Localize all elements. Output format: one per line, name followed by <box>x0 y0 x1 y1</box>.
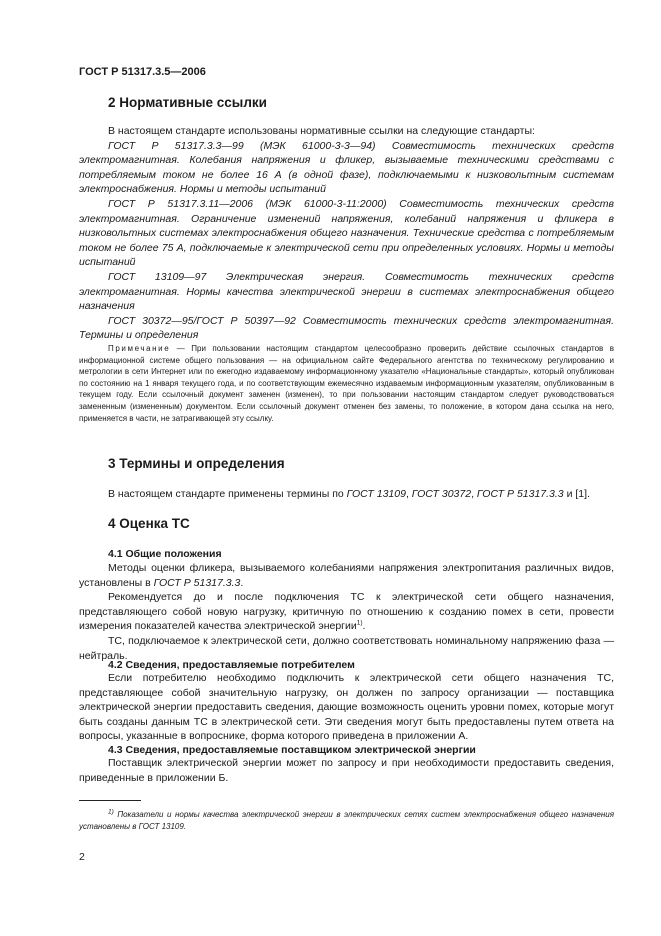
normative-ref: ГОСТ 13109—97 Электрическая энергия. Совместимость технических средств электромагнитная. Нормы качества электрической энергии в системах электроснабжения общего назначения <box>79 270 614 313</box>
section-2-intro: В настоящем стандарте использованы нормативные ссылки на следующие стандарты: <box>108 125 535 137</box>
s41-p1-end: . <box>240 576 244 589</box>
subsection-4-1-body <box>79 561 614 663</box>
normative-ref: ГОСТ 30372—95/ГОСТ Р 50397—92 Совместимость технических средств электромагнитная. Термины и определения <box>79 314 614 342</box>
footnote-text: Показатели и нормы качества электрической энергии в электрических сетях систем электроснабжения общего назначения установлены в ГОСТ 13109. <box>79 810 614 831</box>
section-3-body <box>79 487 614 502</box>
document-header: ГОСТ Р 51317.3.5—2006 <box>79 66 206 78</box>
s41-p2-text: Рекомендуется до и после подключения ТС к электрической сети общего назначения, представляющего собой новую нагрузку, критичную по отношению к созданию помех в сети, провести измерения показателей качества электрической энергии <box>79 591 614 633</box>
separator: , <box>405 488 412 500</box>
subsection-4-3-title: 4.3 Сведения, предоставляемые поставщиком электрической энергии <box>108 744 476 756</box>
footnote-mark: 1) <box>108 808 114 816</box>
section-2-title: 2 Нормативные ссылки <box>108 95 267 110</box>
section-3-text: В настоящем стандарте применены термины по <box>108 488 347 500</box>
section-2-body <box>79 124 614 343</box>
section-3-ref: ГОСТ 13109 <box>346 488 406 500</box>
section-2-note <box>79 343 614 424</box>
section-4-title: 4 Оценка ТС <box>108 516 190 531</box>
s43-p1-text: Поставщик электрической энергии может по запросу и при необходимости предоставить сведения, приведенные в приложении Б. <box>79 757 614 784</box>
normative-ref: ГОСТ Р 51317.3.11—2006 (МЭК 61000-3-11:2000) Совместимость технических средств электромагнитная. Ограничение изменений напряжения, колебаний напряжения и фликера в низковольтных системах электроснабжения общего назначения. Технические средства с потребляемым током не более 75 А, подключаемые к электрической сети при определенных условиях. Нормы и методы испытаний <box>79 197 614 269</box>
footnote-divider <box>79 800 141 801</box>
normative-ref: ГОСТ Р 51317.3.3—99 (МЭК 61000-3-3—94) Совместимость технических средств электромагнитная. Колебания напряжения и фликер, вызываемые техническими средствами с потребляемым током не более 16 А (в одной фазе), подключаемыми к низковольтным системам электроснабжения. Нормы и методы испытаний <box>79 139 614 196</box>
subsection-4-2-body <box>79 671 614 744</box>
separator: , <box>471 488 477 500</box>
page-number: 2 <box>79 851 85 863</box>
section-3-text-end: и [1]. <box>563 488 590 500</box>
s41-p1-text: Методы оценки фликера, вызываемого колебаниями напряжения электропитания различных видов, установлены в <box>79 562 614 589</box>
section-3-ref: ГОСТ Р 51317.3.3 <box>476 488 564 500</box>
s41-p1-ref: ГОСТ Р 51317.3.3 <box>153 576 241 589</box>
s41-p2-end: . <box>362 620 366 633</box>
footnote <box>79 809 614 832</box>
s41-p3-text: ТС, подключаемое к электрической сети, должно соответствовать номинальному напряжению фаза — нейтраль. <box>79 634 614 662</box>
subsection-4-1-title: 4.1 Общие положения <box>108 548 222 560</box>
note-label: Примечание <box>108 344 171 353</box>
footnote-ref: 1) <box>356 619 363 627</box>
section-3-ref: ГОСТ 30372 <box>411 488 472 500</box>
subsection-4-2-title: 4.2 Сведения, предоставляемые потребителем <box>108 659 355 671</box>
s42-p1-text: Если потребителю необходимо подключить к электрической сети общего назначения ТС, представляющее собой значительную нагрузку, он должен по запросу организации — поставщика электрической энергии предоставить сведения, дающие возможность оценить уровни помех, которые могут быть созданы данным ТС в электрической сети. Эти сведения могут быть предоставлены путем ответа на вопросы, указанные в вопроснике, форма которого приведена в приложении А. <box>79 672 614 743</box>
note-text: — При пользовании настоящим стандартом целесообразно проверить действие ссылочных стандартов в информационной системе общего пользования — на официальном сайте Федерального агентства по техническому регулированию и метрологии в сети Интернет или по ежегодно издаваемому информационному указателю «Национальные стандарты», который опубликован по состоянию на 1 января текущего года, и по соответствующим ежемесячно издаваемым информационным указателям, опубликованным в текущем году. Если ссылочный документ заменен (изменен), то при пользовании настоящим стандартом следует руководствоваться замененным (измененным) документом. Если ссылочный документ отменен без замены, то положение, в котором дана ссылка на него, применяется в части, не затрагивающей эту ссылку. <box>79 344 614 423</box>
subsection-4-3-body <box>79 756 614 785</box>
section-3-title: 3 Термины и определения <box>108 456 285 471</box>
